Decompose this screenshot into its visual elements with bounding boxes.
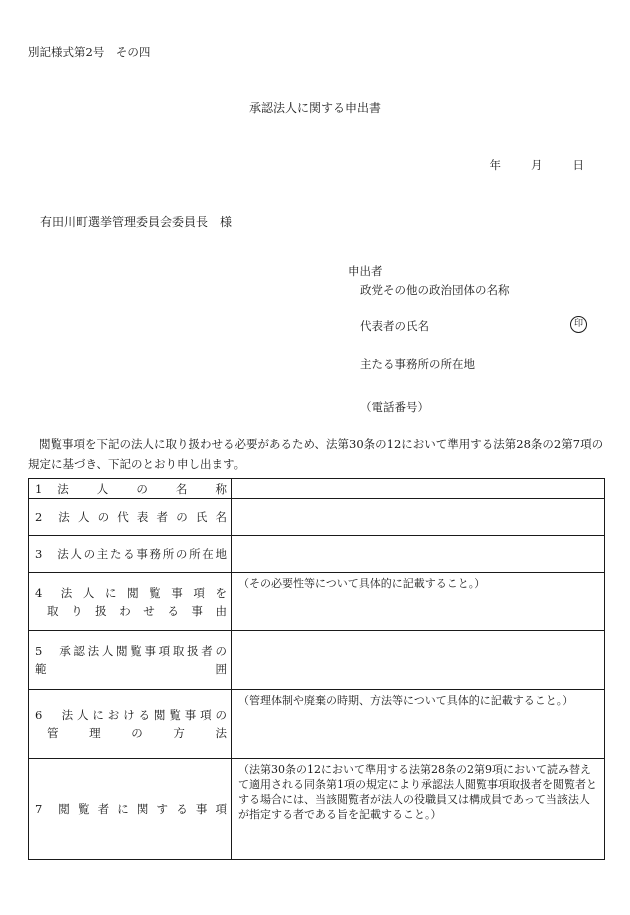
recipient: 有田川町選挙管理委員会委員長 様 — [40, 215, 233, 229]
date-month: 月 — [531, 158, 543, 172]
item-label-line: 4 法 人 に 閲 覧 事 項 を — [35, 585, 227, 600]
item-value-cell[interactable] — [232, 479, 605, 499]
table-row — [29, 573, 605, 631]
item-label-line: 取 り 扱 わ せ る 事 由 — [47, 603, 227, 618]
date-year: 年 — [489, 158, 501, 172]
table-row — [29, 499, 605, 536]
item-note: （管理体制や廃棄の時期、方法等について具体的に記載すること。） — [238, 694, 574, 707]
items-table — [28, 478, 605, 860]
item-value-cell[interactable] — [232, 573, 605, 631]
phone-label: （電話番号） — [360, 400, 429, 414]
item-value-cell[interactable] — [232, 759, 605, 860]
item-label-line: 範 囲 — [35, 662, 227, 676]
item-label — [29, 631, 232, 690]
table-row — [29, 536, 605, 573]
document-title: 承認法人に関する申出書 — [248, 101, 381, 115]
item-label — [29, 479, 232, 499]
item-label — [29, 759, 232, 860]
table-row — [29, 631, 605, 690]
seal-mark: 印 — [570, 316, 587, 333]
item-value-cell[interactable] — [232, 536, 605, 573]
item-label-line: 5 承認法人閲覧事項取扱者の — [35, 644, 227, 658]
item-label — [29, 690, 232, 759]
item-label-line: 2 法 人 の 代 表 者 の 氏 名 — [35, 510, 227, 524]
applicant-heading: 申出者 — [348, 264, 383, 278]
item-value-cell[interactable] — [232, 631, 605, 690]
item-value-cell[interactable] — [232, 690, 605, 759]
office-address-label: 主たる事務所の所在地 — [360, 357, 475, 371]
item-value-cell[interactable] — [232, 499, 605, 536]
date-day: 日 — [572, 158, 584, 172]
body-text: 閲覧事項を下記の法人に取り扱わせる必要があるため、法第30条の12において準用する法第28条の2第7項の規定に基づき、下記のとおり申し出ます。 — [28, 437, 604, 471]
table-row — [29, 479, 605, 499]
item-label — [29, 536, 232, 573]
table-row — [29, 690, 605, 759]
party-name-label: 政党その他の政治団体の名称 — [360, 283, 510, 297]
item-note: （その必要性等について具体的に記載すること。） — [238, 577, 486, 590]
item-label-line: 6 法人における閲覧事項の — [35, 708, 227, 722]
item-label-line: 7 閲 覧 者 に 関 す る 事 項 — [35, 802, 227, 816]
table-row — [29, 759, 605, 860]
representative-name-label: 代表者の氏名 — [360, 319, 429, 333]
form-number: 別記様式第2号 その四 — [28, 45, 151, 59]
item-note: （法第30条の12において準用する法第28条の2第9項において読み替えて適用される同条第1項の規定により承認法人閲覧事項取扱者を閲覧者とする場合には、当該閲覧者が法人の役職員又は構成員であって当該法人が指定する者である旨を記載すること。） — [238, 763, 597, 821]
item-label-line: 管 理 の 方 法 — [47, 726, 227, 740]
item-label-line: 1 法 人 の 名 称 — [35, 481, 227, 496]
item-label-line: 3 法人の主たる事務所の所在地 — [35, 547, 227, 561]
item-label — [29, 499, 232, 536]
item-label — [29, 573, 232, 631]
date-line — [490, 157, 585, 173]
